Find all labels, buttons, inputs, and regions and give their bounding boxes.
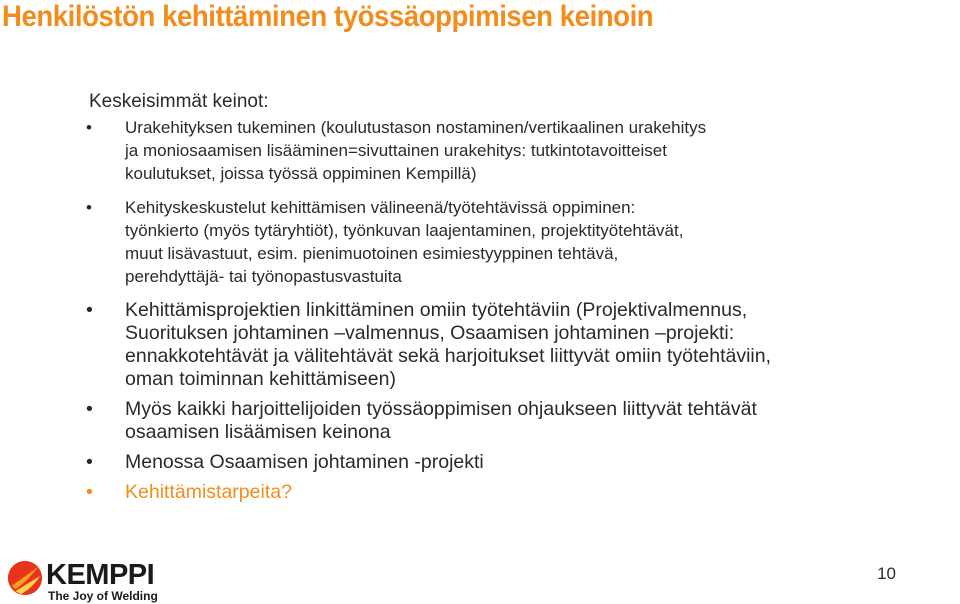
bullet-dot-icon: • (86, 451, 93, 473)
bullet-text: Kehityskeskustelut kehittämisen välineenä/työtehtävissä oppiminen: työnkierto (myös tytäryhtiöt), työnkuvan laajentaminen, projektityötehtävät, muut lisävastuut, esim. pienimuotoinen esimiestyyppinen tehtävä, perehdyttäjä- tai työnopastusvastuita (125, 198, 684, 286)
bullet-dot-icon: • (86, 481, 93, 503)
bullet-dot-icon: • (86, 198, 92, 217)
bullet-text: Myös kaikki harjoittelijoiden työssäoppimisen ohjaukseen liittyvät tehtävät osaamisen lisäämisen keinona (125, 398, 757, 443)
bullet-item (0, 196, 960, 288)
bullet-text: Urakehityksen tukeminen (koulutustason nostaminen/vertikaalinen urakehitys ja moniosaamisen lisääminen=sivuttainen urakehitys: tutkintotavoitteiset koulutukset, joissa työssä oppiminen Kempillä) (125, 118, 707, 183)
bullet-item (0, 116, 960, 185)
slide-title: Henkilöstön kehittäminen työssäoppimisen keinoin (2, 0, 654, 33)
kemppi-logo (6, 559, 176, 603)
intro-text: Keskeisimmät keinot: (89, 91, 269, 112)
page-number: 10 (877, 564, 896, 583)
logo-tagline: The Joy of Welding (48, 589, 158, 603)
kemppi-flame-icon (6, 559, 44, 597)
bullet-item (0, 481, 960, 504)
bullet-dot-icon: • (86, 118, 92, 137)
bullet-text: Kehittämisprojektien linkittäminen omiin työtehtäviin (Projektivalmennus, Suorituksen johtaminen –valmennus, Osaamisen johtaminen –projekti: ennakkotehtävät ja välitehtävät sekä harjoitukset liittyvät omiin työtehtäviin, oman toiminnan kehittämiseen) (125, 299, 772, 390)
bullet-item (0, 299, 960, 391)
bullet-dot-icon: • (86, 299, 93, 321)
bullet-list (0, 116, 960, 511)
bullet-item (0, 398, 960, 444)
bullet-text: Kehittämistarpeita? (125, 481, 292, 503)
bullet-text: Menossa Osaamisen johtaminen -projekti (125, 451, 484, 473)
bullet-item (0, 451, 960, 474)
bullet-dot-icon: • (86, 398, 93, 420)
logo-wordmark: KEMPPI (46, 559, 155, 591)
